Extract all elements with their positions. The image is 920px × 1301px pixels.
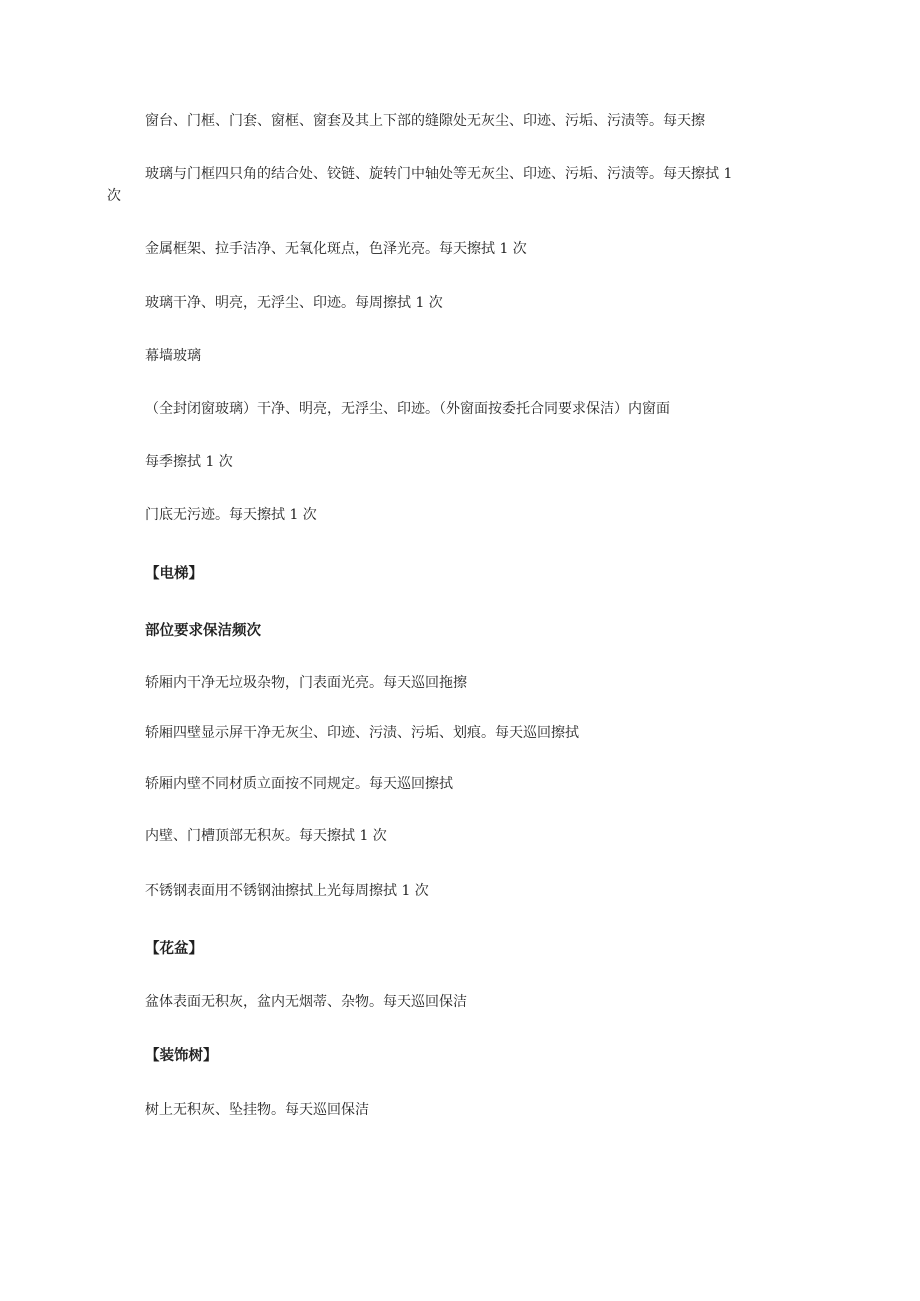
paragraph-door-bottom: 门底无污迹。每天擦拭 1 次 bbox=[145, 507, 317, 523]
paragraph-glass-door-corners-continued: 次 bbox=[107, 188, 121, 204]
paragraph-curtain-wall-glass: 幕墙玻璃 bbox=[145, 348, 201, 364]
section-heading-elevator: 【电梯】 bbox=[145, 566, 203, 582]
section-heading-decorative-tree: 【装饰树】 bbox=[145, 1048, 218, 1064]
paragraph-window-frame: 窗台、门框、门套、窗框、窗套及其上下部的缝隙处无灰尘、印迹、污垢、污渍等。每天擦 bbox=[145, 113, 705, 129]
table-header-location-requirement-frequency: 部位要求保洁频次 bbox=[145, 623, 261, 639]
paragraph-flowerpot-clean: 盆体表面无积灰，盆内无烟蒂、杂物。每天巡回保洁 bbox=[145, 994, 467, 1010]
paragraph-car-floor: 轿厢内干净无垃圾杂物，门表面光亮。每天巡回拖擦 bbox=[145, 675, 467, 691]
paragraph-stainless-steel: 不锈钢表面用不锈钢油擦拭上光每周擦拭 1 次 bbox=[145, 883, 429, 899]
paragraph-metal-frame: 金属框架、拉手洁净、无氧化斑点，色泽光亮。每天擦拭 1 次 bbox=[145, 241, 527, 257]
section-heading-flowerpot: 【花盆】 bbox=[145, 941, 203, 957]
paragraph-glass-clean: 玻璃干净、明亮，无浮尘、印迹。每周擦拭 1 次 bbox=[145, 295, 443, 311]
paragraph-decorative-tree-clean: 树上无积灰、坠挂物。每天巡回保洁 bbox=[145, 1102, 369, 1118]
paragraph-door-track-top: 内壁、门槽顶部无积灰。每天擦拭 1 次 bbox=[145, 828, 387, 844]
paragraph-sealed-window-glass: （全封闭窗玻璃）干净、明亮，无浮尘、印迹。（外窗面按委托合同要求保洁）内窗面 bbox=[145, 401, 670, 417]
paragraph-car-walls-display: 轿厢四壁显示屏干净无灰尘、印迹、污渍、污垢、划痕。每天巡回擦拭 bbox=[145, 725, 579, 741]
paragraph-car-inner-walls: 轿厢内壁不同材质立面按不同规定。每天巡回擦拭 bbox=[145, 776, 453, 792]
paragraph-quarterly-wipe: 每季擦拭 1 次 bbox=[145, 454, 233, 470]
paragraph-glass-door-corners: 玻璃与门框四只角的结合处、铰链、旋转门中轴处等无灰尘、印迹、污垢、污渍等。每天擦拭 1 bbox=[145, 166, 733, 182]
